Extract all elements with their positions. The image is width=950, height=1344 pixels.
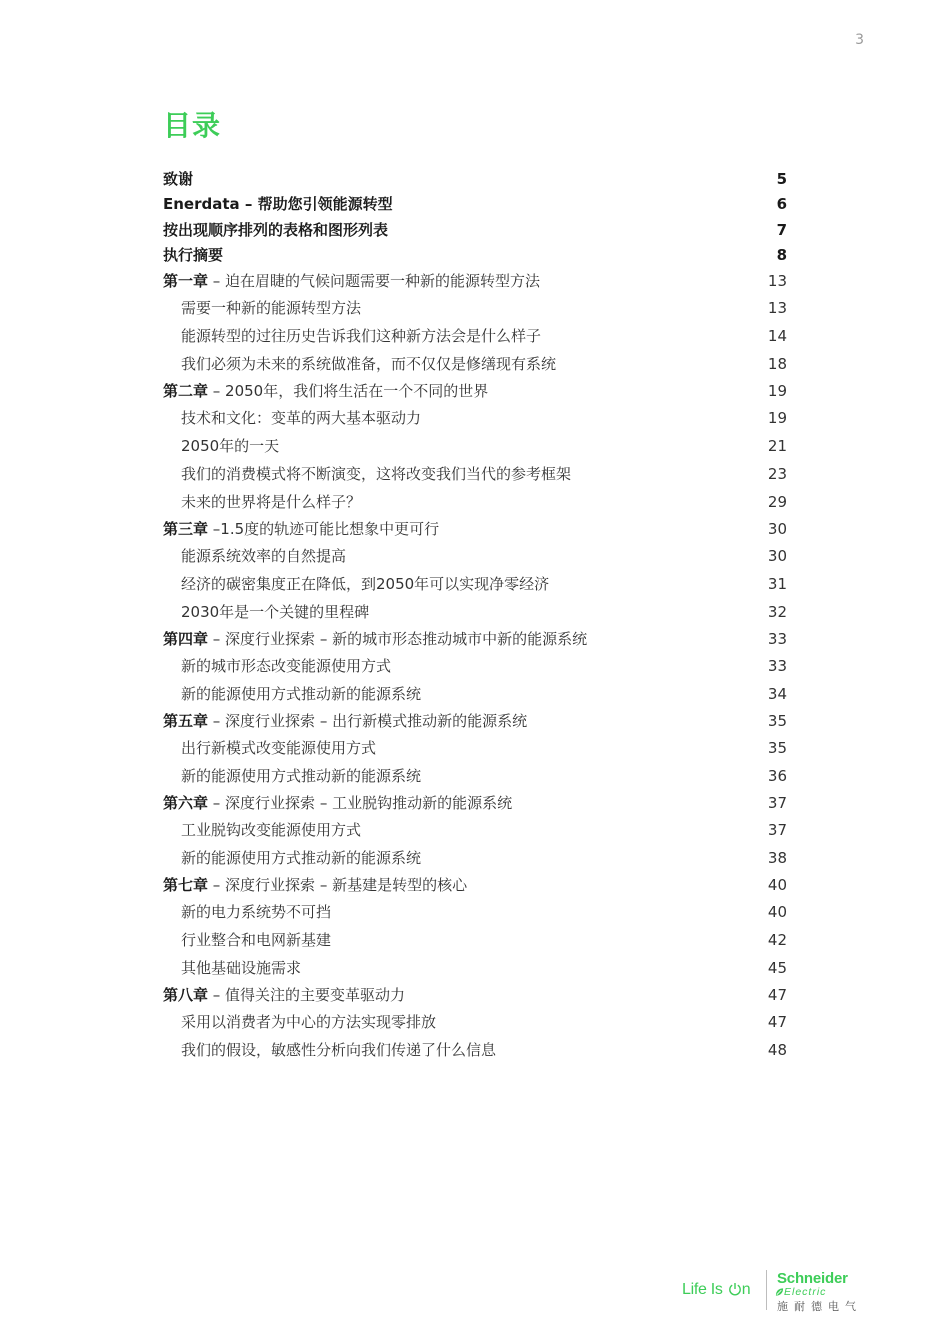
toc-entry-text: 采用以消费者为中心的方法实现零排放 [181, 1013, 437, 1031]
toc-entry-text: Enerdata – 帮助您引领能源转型 [163, 195, 393, 214]
toc-entry-text: 出行新模式改变能源使用方式 [181, 739, 377, 757]
toc-page-number: 37 [767, 821, 787, 839]
footer-logo [682, 1268, 872, 1314]
toc-entry[interactable] [163, 954, 787, 982]
toc-entry[interactable] [163, 570, 787, 598]
toc-page-number: 42 [767, 931, 787, 949]
toc-entry-text: 技术和文化：变革的两大基本驱动力 [181, 409, 422, 427]
toc-page-number: 23 [767, 465, 787, 483]
toc-entry-text: 新的能源使用方式推动新的能源系统 [181, 685, 422, 703]
toc-entry-text: 执行摘要 [163, 246, 224, 265]
toc-entry-text: 我们必须为未来的系统做准备，而不仅仅是修缮现有系统 [181, 355, 557, 373]
chapter-label: 第三章 [163, 520, 209, 538]
toc-entry[interactable] [163, 322, 787, 350]
page-number: 3 [855, 32, 864, 48]
chapter-title: –1.5度的轨迹可能比想象中更可行 [208, 520, 440, 538]
toc-entry[interactable] [163, 982, 787, 1008]
tagline-text: Life Is n [682, 1281, 751, 1298]
toc-entry-text: 2030年是一个关键的里程碑 [181, 603, 370, 621]
toc-entry[interactable] [163, 294, 787, 322]
toc-page-number: 30 [767, 520, 787, 538]
toc-entry-text: 新的能源使用方式推动新的能源系统 [181, 767, 422, 785]
toc-entry[interactable] [163, 816, 787, 844]
chapter-title: – 深度行业探索 – 新基建是转型的核心 [208, 876, 468, 894]
toc-entry[interactable] [163, 926, 787, 954]
toc-entry-text [163, 272, 540, 290]
toc-entry-text [163, 630, 587, 648]
toc-entry[interactable] [163, 217, 787, 243]
toc-entry-text: 经济的碳密集度正在降低，到2050年可以实现净零经济 [181, 575, 550, 593]
chapter-title: – 值得关注的主要变革驱动力 [208, 986, 406, 1004]
toc-page-number: 38 [767, 849, 787, 867]
toc-entry[interactable] [163, 734, 787, 762]
toc-page-number: 13 [767, 299, 787, 317]
toc-entry[interactable] [163, 542, 787, 570]
toc-page-number: 5 [776, 169, 787, 188]
power-icon [728, 1282, 742, 1296]
toc-entry-text [163, 876, 467, 894]
toc-entry[interactable] [163, 790, 787, 816]
toc-page-number: 19 [767, 382, 787, 400]
toc-page-number: 31 [767, 575, 787, 593]
toc-entry[interactable] [163, 598, 787, 626]
toc-page-number: 37 [767, 794, 787, 812]
toc-entry-text [163, 520, 439, 538]
toc-page-number: 21 [767, 437, 787, 455]
toc-entry-text: 能源系统效率的自然提高 [181, 547, 347, 565]
toc-page-number: 32 [767, 603, 787, 621]
toc-entry[interactable] [163, 378, 787, 404]
toc-page-number: 35 [767, 712, 787, 730]
toc-page-number: 40 [767, 876, 787, 894]
chapter-title: – 深度行业探索 – 新的城市形态推动城市中新的能源系统 [208, 630, 588, 648]
logo-divider [766, 1270, 767, 1310]
toc-entry[interactable] [163, 1008, 787, 1036]
chapter-title: – 深度行业探索 – 工业脱钩推动新的能源系统 [208, 794, 513, 812]
toc-entry-text: 工业脱钩改变能源使用方式 [181, 821, 362, 839]
toc-entry[interactable] [163, 844, 787, 872]
toc-entry-text [163, 712, 527, 730]
toc-entry-text: 行业整合和电网新基建 [181, 931, 332, 949]
toc-page-number: 35 [767, 739, 787, 757]
toc-entry-text: 新的电力系统势不可挡 [181, 903, 332, 921]
toc-page-number: 34 [767, 685, 787, 703]
toc-page-number: 8 [776, 246, 787, 265]
toc-page-number: 48 [767, 1041, 787, 1059]
toc-page-number: 40 [767, 903, 787, 921]
toc-page-number: 33 [767, 657, 787, 675]
toc-page-number: 7 [776, 220, 787, 239]
toc-entry-text: 新的能源使用方式推动新的能源系统 [181, 849, 422, 867]
chapter-title: – 2050年，我们将生活在一个不同的世界 [208, 382, 489, 400]
toc-entry-text: 我们的消费模式将不断演变，这将改变我们当代的参考框架 [181, 465, 572, 483]
toc-entry-text: 未来的世界将是什么样子？ [181, 493, 362, 511]
toc-page-number: 30 [767, 547, 787, 565]
toc-entry[interactable] [163, 626, 787, 652]
chapter-label: 第一章 [163, 272, 209, 290]
chapter-title: – 深度行业探索 – 出行新模式推动新的能源系统 [208, 712, 528, 730]
toc-entry-text: 需要一种新的能源转型方法 [181, 299, 362, 317]
toc-entry[interactable] [163, 762, 787, 790]
brand-name: Schneider [777, 1270, 848, 1287]
toc-page-number: 14 [767, 327, 787, 345]
toc-entry[interactable] [163, 652, 787, 680]
toc-entry[interactable] [163, 516, 787, 542]
toc-entry-text [163, 794, 512, 812]
toc-page-number: 19 [767, 409, 787, 427]
chapter-title: – 迫在眉睫的气候问题需要一种新的能源转型方法 [208, 272, 541, 290]
toc-entry-text: 2050年的一天 [181, 437, 280, 455]
toc-entry-text: 新的城市形态改变能源使用方式 [181, 657, 392, 675]
toc-page-number: 47 [767, 986, 787, 1004]
chapter-label: 第八章 [163, 986, 209, 1004]
toc-entry-text: 其他基础设施需求 [181, 959, 302, 977]
toc-page-number: 33 [767, 630, 787, 648]
table-of-contents [163, 166, 787, 1064]
toc-entry[interactable] [163, 872, 787, 898]
toc-entry-text: 我们的假设，敏感性分析向我们传递了什么信息 [181, 1041, 497, 1059]
toc-entry[interactable] [163, 680, 787, 708]
toc-entry[interactable] [163, 404, 787, 432]
brand-cn: 施耐德电气 [777, 1300, 862, 1313]
toc-entry[interactable] [163, 460, 787, 488]
toc-entry[interactable] [163, 166, 787, 192]
tagline-suffix: n [741, 1281, 751, 1298]
toc-entry[interactable] [163, 708, 787, 734]
chapter-label: 第二章 [163, 382, 209, 400]
toc-entry-text [163, 382, 488, 400]
toc-entry[interactable] [163, 243, 787, 269]
toc-page-number: 6 [776, 195, 787, 214]
toc-page-number: 45 [767, 959, 787, 977]
toc-page-number: 18 [767, 355, 787, 373]
chapter-label: 第七章 [163, 876, 209, 894]
toc-page-number: 13 [767, 272, 787, 290]
toc-entry[interactable] [163, 1036, 787, 1064]
toc-entry[interactable] [163, 268, 787, 294]
chapter-label: 第六章 [163, 794, 209, 812]
toc-page-number: 36 [767, 767, 787, 785]
chapter-label: 第四章 [163, 630, 209, 648]
toc-entry-text: 致谢 [163, 169, 194, 188]
toc-entry-text: 按出现顺序排列的表格和图形列表 [163, 220, 389, 239]
brand-sub: Electric [784, 1286, 827, 1298]
toc-page-number: 47 [767, 1013, 787, 1031]
toc-entry-text: 能源转型的过往历史告诉我们这种新方法会是什么样子 [181, 327, 542, 345]
leaf-icon [775, 1287, 784, 1297]
toc-entry[interactable] [163, 432, 787, 460]
chapter-label: 第五章 [163, 712, 209, 730]
toc-entry[interactable] [163, 192, 787, 218]
toc-entry[interactable] [163, 350, 787, 378]
page-title: 目录 [163, 109, 222, 142]
toc-page-number: 29 [767, 493, 787, 511]
toc-entry[interactable] [163, 898, 787, 926]
toc-entry[interactable] [163, 488, 787, 516]
tagline [682, 1281, 750, 1299]
toc-entry-text [163, 986, 405, 1004]
